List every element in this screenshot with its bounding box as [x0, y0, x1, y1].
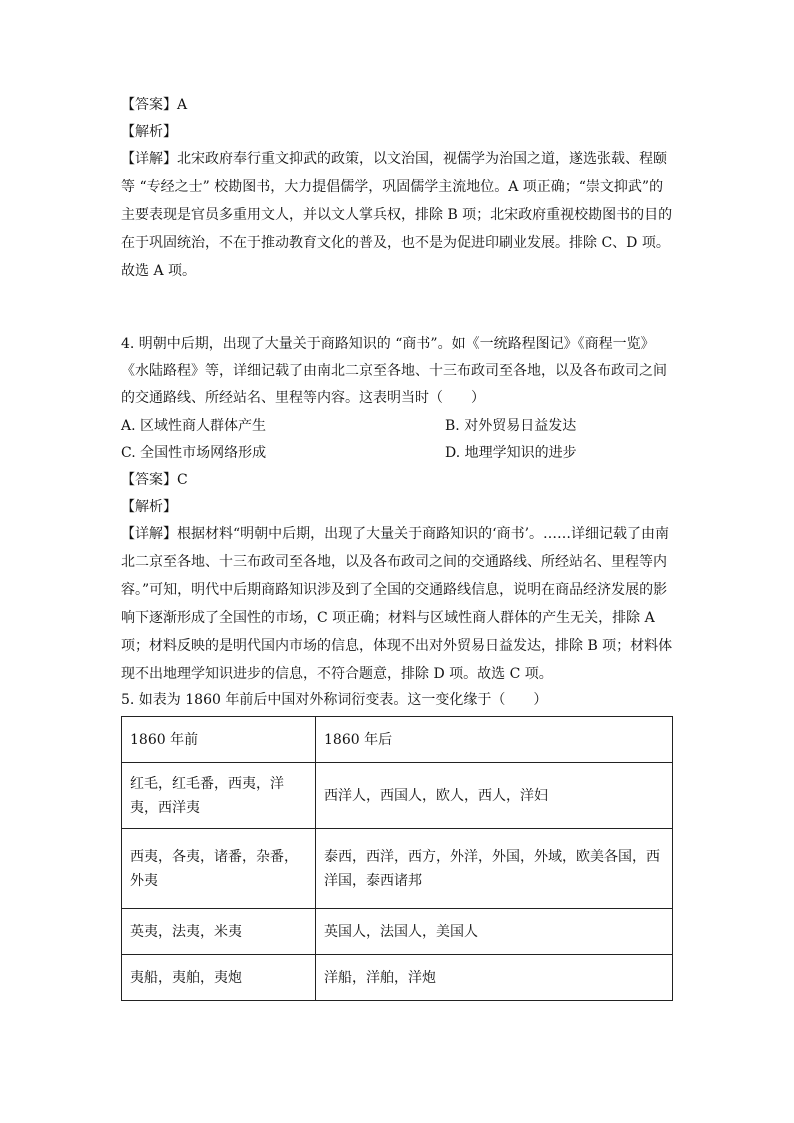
q3-detail-line: 在于巩固统治，不在于推动教育文化的普及，也不是为促进印刷业发展。排除 C、D 项。 [121, 235, 670, 251]
table-header-cell: 1860 年前 [122, 717, 316, 763]
q3-answer: 【答案】A [121, 97, 188, 113]
q4-option-d: D. 地理学知识的进步 [445, 445, 577, 461]
table-row [122, 955, 673, 1001]
table-row [122, 909, 673, 955]
table-header-cell: 1860 年后 [316, 717, 673, 763]
q5-table [121, 716, 673, 1001]
table-row [122, 829, 673, 909]
q3-analysis-label: 【解析】 [121, 124, 177, 140]
q4-stem-line: 《水陆路程》等，详细记载了由南北二京至各地、十三布政司至各地，以及各布政司之间 [121, 363, 667, 379]
q4-option-b: B. 对外贸易日益发达 [445, 418, 577, 434]
q4-option-c: C. 全国性市场网络形成 [121, 445, 267, 461]
q4-detail-line: 北二京至各地、十三布政司至各地，以及各布政司之间的交通路线、所经站名、里程等内 [121, 554, 667, 570]
table-cell: 西洋人，西国人，欧人，西人，洋妇 [316, 763, 673, 829]
q4-detail-line: 响下逐渐形成了全国性的市场，C 项正确；材料与区域性商人群体的产生无关，排除 A [121, 610, 655, 626]
q4-stem-line: 4. 明朝中后期，出现了大量关于商路知识的 “商书”。如《一统路程图记》《商程一览》 [121, 336, 655, 352]
table-row [122, 763, 673, 829]
table-cell: 洋船，洋舶，洋炮 [316, 955, 673, 1001]
table-cell: 英夷，法夷，米夷 [122, 909, 316, 955]
table-cell: 英国人，法国人，美国人 [316, 909, 673, 955]
table-cell: 西夷，各夷，诸番，杂番，外夷 [122, 829, 316, 909]
q3-detail-line: 故选 A 项。 [121, 263, 197, 279]
q4-option-a: A. 区域性商人群体产生 [121, 418, 267, 434]
q3-detail-line: 主要表现是官员多重用文人，并以文人掌兵权，排除 B 项；北宋政府重视校勘图书的目的 [121, 207, 673, 223]
q4-detail-line: 容。”可知，明代中后期商路知识涉及到了全国的交通路线信息，说明在商品经济发展的影 [121, 582, 668, 598]
q4-analysis-label: 【解析】 [121, 499, 177, 515]
table-cell: 红毛，红毛番，西夷，洋夷，西洋夷 [122, 763, 316, 829]
q3-detail-line: 等 “专经之士” 校勘图书，大力提倡儒学，巩固儒学主流地位。A 项正确；“崇文抑武”的 [121, 179, 664, 195]
table-header-row [122, 717, 673, 763]
q4-detail-line: 项；材料反映的是明代国内市场的信息，体现不出对外贸易日益发达，排除 B 项；材料体 [121, 638, 673, 654]
q4-answer: 【答案】C [121, 472, 188, 488]
table-cell: 泰西，西洋，西方，外洋，外国，外域，欧美各国，西洋国，泰西诸邦 [316, 829, 673, 909]
q4-detail-line: 现不出地理学知识进步的信息，不符合题意，排除 D 项。故选 C 项。 [121, 666, 553, 682]
q4-detail-line: 【详解】根据材料“明朝中后期，出现了大量关于商路知识的‘商书’。……详细记载了由南 [121, 526, 670, 542]
q3-detail-line: 【详解】北宋政府奉行重文抑武的政策，以文治国，视儒学为治国之道，遂选张载、程颐 [121, 151, 667, 167]
q5-stem: 5. 如表为 1860 年前后中国对外称词衍变表。这一变化缘于（ ） [121, 692, 548, 708]
q4-stem-line: 的交通路线、所经站名、里程等内容。这表明当时（ ） [121, 390, 485, 406]
table-cell: 夷船，夷舶，夷炮 [122, 955, 316, 1001]
